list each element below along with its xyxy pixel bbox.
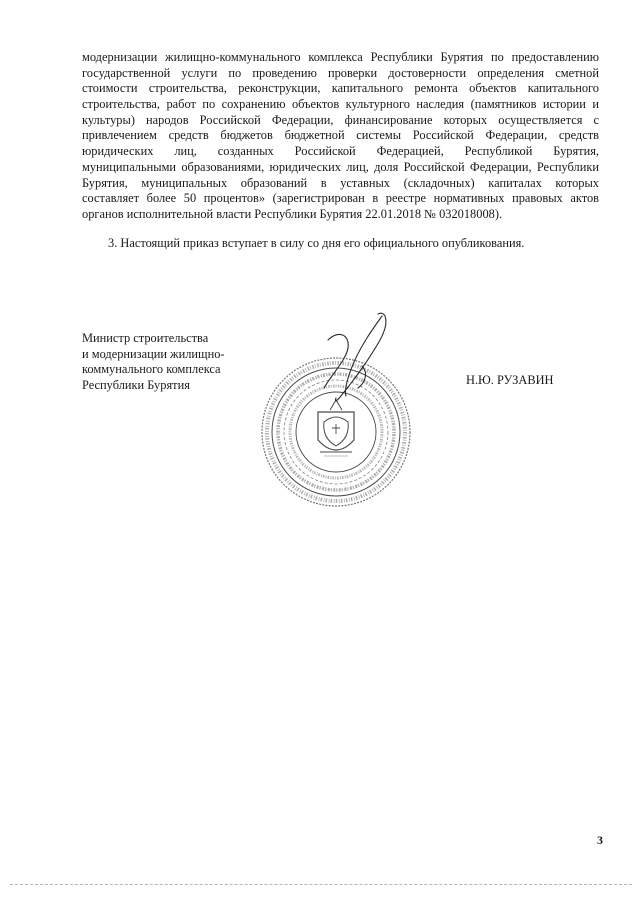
body-paragraph bbox=[82, 50, 599, 223]
signatory-position-line: коммунального комплекса bbox=[82, 362, 221, 377]
signatory-position-line: Министр строительства bbox=[82, 331, 209, 345]
scan-edge-divider bbox=[10, 884, 632, 885]
body-line: органов исполнительной власти Республики Бурятия 22.01.2018 № 032018008). bbox=[82, 206, 503, 221]
clause-3: 3. Настоящий приказ вступает в силу со дня его официального опубликования. bbox=[108, 236, 525, 250]
signatory-name: Н.Ю. РУЗАВИН bbox=[466, 373, 554, 387]
body-line: муниципальными образованиями, юридических лиц, доля Российской Федерации, Республики bbox=[82, 159, 599, 174]
body-line: модернизации жилищно-коммунального комплекса Республики Бурятия по предоставлению bbox=[82, 50, 599, 64]
signatory-position bbox=[82, 331, 262, 394]
signatory-position-line: и модернизации жилищно- bbox=[82, 346, 225, 361]
body-line: Бурятия, муниципальных образований в уставных (складочных) капиталах которых bbox=[82, 175, 599, 190]
body-line: стоимости строительства, реконструкции, капитального ремонта объектов капитального bbox=[82, 81, 599, 96]
official-seal-stamp bbox=[258, 300, 418, 530]
page-number: 3 bbox=[597, 833, 603, 847]
body-line: составляет более 50 процентов» (зарегистрирован в реестре нормативных правовых актов bbox=[82, 191, 599, 206]
signatory-position-line: Республики Бурятия bbox=[82, 378, 190, 393]
body-line: привлечением средств бюджетов бюджетной системы Российской Федерации, средств bbox=[82, 128, 599, 143]
body-line: культуры) народов Российской Федерации, финансирование которых осуществляется с bbox=[82, 112, 599, 127]
body-line: юридических лиц, созданных Российской Федерацией, Республикой Бурятия, bbox=[82, 144, 599, 159]
body-line: государственной услуги по проведению проверки достоверности определения сметной bbox=[82, 65, 599, 80]
body-line: строительства, работ по сохранению объектов культурного наследия (памятников истории и bbox=[82, 97, 599, 112]
